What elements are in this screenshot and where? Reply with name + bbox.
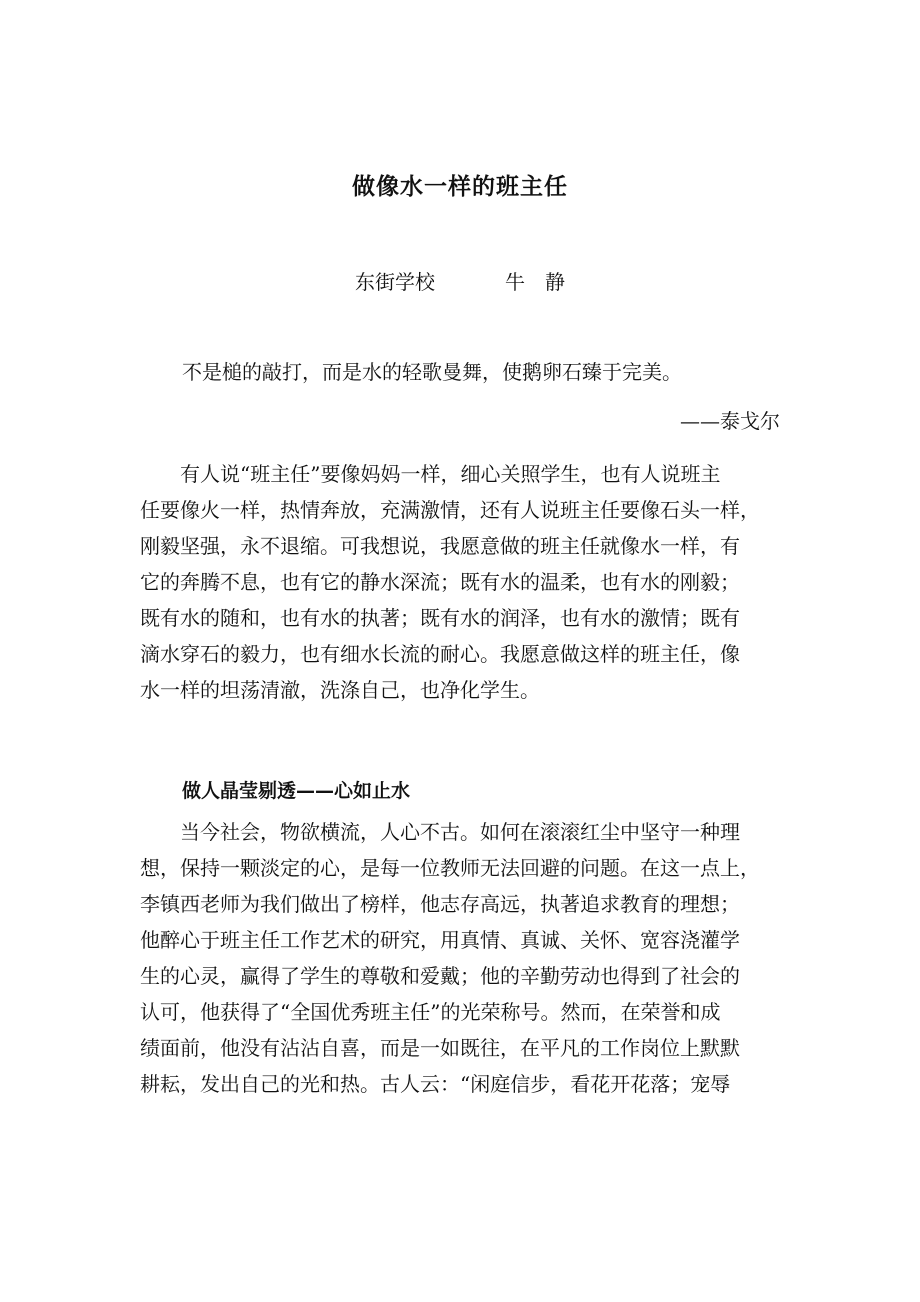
paragraph-line: 既有水的随和，也有水的执著；既有水的润泽，也有水的激情；既有 <box>140 606 740 630</box>
paragraph-line: 当今社会，物欲横流，人心不古。如何在滚滚红尘中坚守一种理 <box>180 820 740 844</box>
paragraph-line: 任要像火一样，热情奔放，充满激情，还有人说班主任要像石头一样， <box>140 498 760 522</box>
paragraph-section-one <box>140 814 780 1102</box>
author-name-first: 牛 <box>505 270 525 294</box>
epigraph-attribution: ——泰戈尔 <box>680 409 780 433</box>
paragraph-line: 耕耘，发出自己的光和热。古人云：“闲庭信步，看花开花落；宠辱 <box>140 1072 731 1096</box>
author-name-second: 静 <box>545 270 565 294</box>
paragraph-line: 有人说“班主任”要像妈妈一样，细心关照学生，也有人说班主 <box>180 462 721 486</box>
author-line <box>0 266 920 295</box>
paragraph-intro <box>140 456 780 708</box>
paragraph-line: 认可，他获得了“全国优秀班主任”的光荣称号。然而，在荣誉和成 <box>140 1000 721 1024</box>
paragraph-line: 想，保持一颗淡定的心，是每一位教师无法回避的问题。在这一点上， <box>140 856 760 880</box>
author-school: 东街学校 <box>355 270 435 294</box>
paragraph-line: 他醉心于班主任工作艺术的研究，用真情、真诚、关怀、宽容浇灌学 <box>140 928 740 952</box>
epigraph: 不是槌的敲打，而是水的轻歌曼舞，使鹅卵石臻于完美。 <box>182 360 682 384</box>
paragraph-line: 滴水穿石的毅力，也有细水长流的耐心。我愿意做这样的班主任，像 <box>140 642 740 666</box>
section-heading: 做人晶莹剔透——心如止水 <box>182 780 411 802</box>
document-title: 做像水一样的班主任 <box>352 174 568 200</box>
paragraph-line: 李镇西老师为我们做出了榜样，他志存高远，执著追求教育的理想； <box>140 892 740 916</box>
paragraph-line: 刚毅坚强，永不退缩。可我想说，我愿意做的班主任就像水一样，有 <box>140 534 740 558</box>
paragraph-line: 水一样的坦荡清澈，洗涤自己，也净化学生。 <box>140 678 540 702</box>
paragraph-line: 绩面前，他没有沾沾自喜，而是一如既往，在平凡的工作岗位上默默 <box>140 1036 740 1060</box>
paragraph-line: 生的心灵，赢得了学生的尊敬和爱戴；他的辛勤劳动也得到了社会的 <box>140 964 740 988</box>
paragraph-line: 它的奔腾不息，也有它的静水深流；既有水的温柔，也有水的刚毅； <box>140 570 740 594</box>
